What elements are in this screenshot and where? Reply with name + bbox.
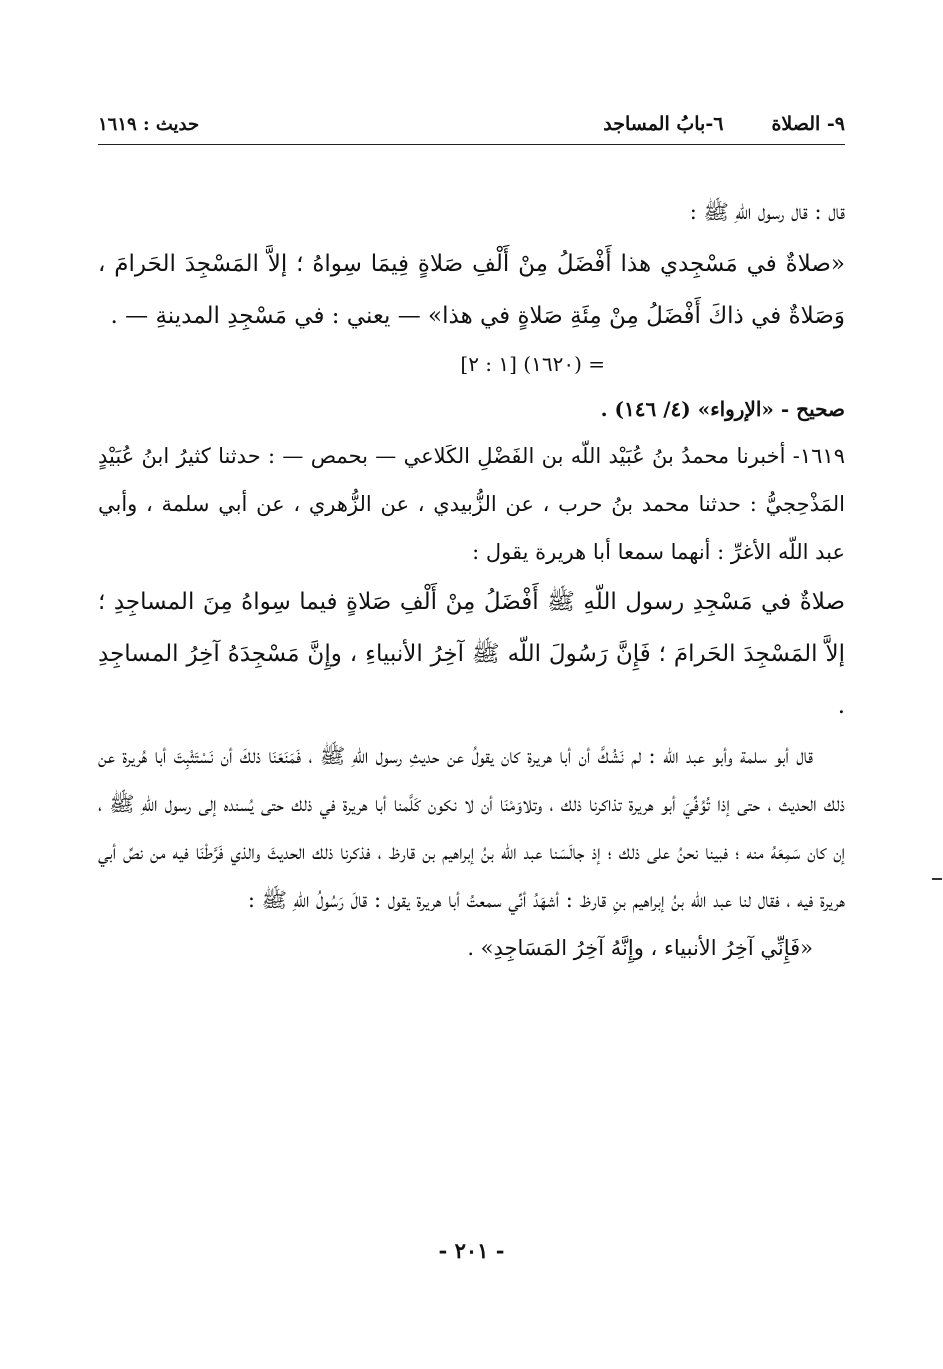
intro-line: قال : قال رسول اللّهِ ﷺ : [689,200,845,224]
page-body [98,188,845,972]
section-title: ٦-بابُ المساجد [603,113,724,135]
hadith-chain-paragraph: ١٦١٩- أخبرنا محمدُ بنُ عُبَيْد اللّه بن الفَضْلِ الكَلاعي — بحمص — : حدثنا كثيرُ ابنُ عُبَيْدٍ المَذْحِجيُّ : حدثنا محمد بنُ حرب ، عن الزُّبيدي ، عن الزُّهري ، عن أبي سلمة ، وأبي عبد اللّه الأغرِّ : أنهما سمعا أبا هريرة يقول : [98,444,845,564]
narration-paragraph: قال أبو سلمة وأبو عبد اللّه : لم نَشُكَّ أن أبا هريرة كان يقولُ عن حديثِ رسول اللّهِ ﷺ ، فَمَنَعَنَا ذلكَ أن نَسْتَثْبِتَ أبا هُريرة عن ذلك الحديث ، حتى إذا تُوُفِّيَ أبو هريرة تذاكرنا ذلك ، وتلاوَمْنَا أن لا نكون كَلَّمنا أبا هريرة في ذلك حتى يُسنده إلى رسول اللّهِ ﷺ ، إن كان سَمِعَهُ منه ؛ فبينا نحنُ على ذلك ؛ إذ جالَسَنا عبد اللّه بنُ إبراهيم بن قارظ ، فذكرنا ذلك الحديثَ والذي فَرَّطْنَا فيه من نصِّ أبي هريرة فيه ، فقال لنا عبد اللّه بنُ إبراهيم بنِ قارظ : أشهَدُ أنِّي سمعتُ أبا هريرة يقول : قالَ رَسُولُ اللّهِ ﷺ : [98,744,845,912]
page-number: - ٢٠١ - [438,1238,505,1263]
chapter-title: ٩- الصلاة [771,113,845,135]
reference-line: = (١٦٢٠) [١ : ٢] [460,352,605,376]
header-titles [603,113,845,135]
grade-line: صحيح - «الإرواء» (٤/ ١٤٦) . [600,397,845,421]
final-quote: «فَإِنِّي آخِرُ الأنبياء ، وإِنَّهُ آخِرُ المَسَاجِدِ» . [467,936,813,960]
running-header [98,104,845,145]
quote-paragraph: «صلاةٌ في مَسْجِدي هذا أَفْضَلُ مِنْ أَلْفِ صَلاةٍ فِيمَا سِواهُ ؛ إلاَّ المَسْجِدَ الحَرامَ ، وَصَلاةٌ في ذاكَ أَفْضَلُ مِنْ مِئَةِ صَلاةٍ في هذا» — يعني : في مَسْجِدِ المدينةِ — . [98,251,845,329]
hadith-reference: حديث : ١٦١٩ [98,113,200,135]
margin-mark [932,878,942,880]
hadith-text-paragraph: صلاةٌ في مَسْجِدِ رسول اللّهِ ﷺ أَفْضَلُ مِنْ أَلْفِ صَلاةٍ فيما سِواهُ مِنَ المساجِدِ ؛ إلاَّ المَسْجِدَ الحَرامَ ؛ فَإِنَّ رَسُولَ اللّه ﷺ آخِرُ الأنبياءِ ، وإِنَّ مَسْجِدَهُ آخِرُ المساجِدِ . [98,589,845,719]
